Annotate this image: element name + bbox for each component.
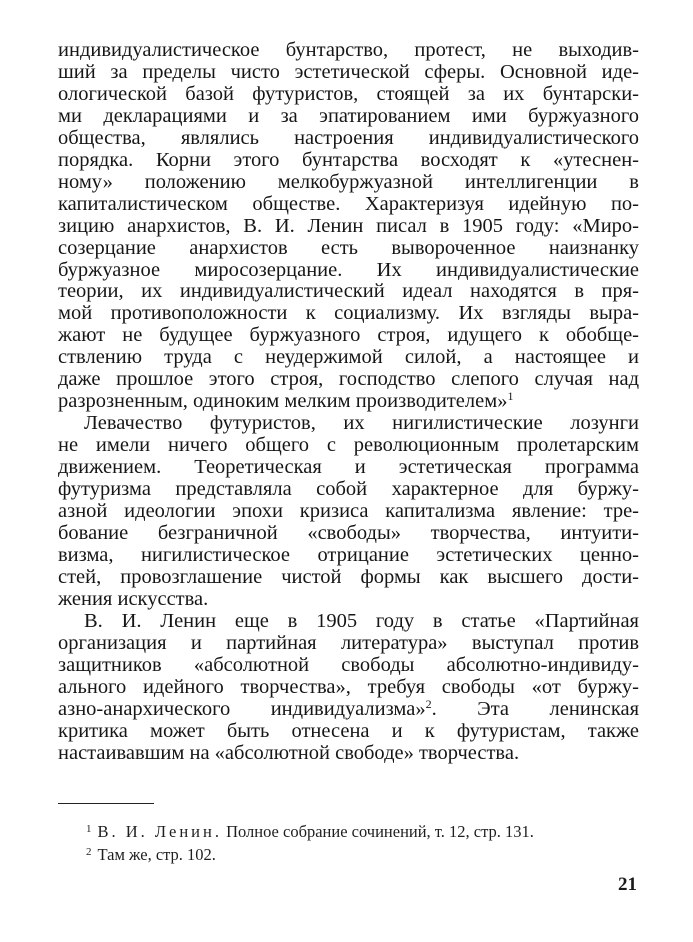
text-line: критика может быть отнесена и к футуристам, также [58, 719, 639, 742]
text-line-content: азно-анархического индивидуализма» [58, 697, 426, 720]
paragraph-1 [58, 40, 639, 413]
text-line: футуризма представляла собой характерное для буржу- [58, 478, 639, 501]
text-line: ми декларациями и за эпатированием ими буржуазного [58, 104, 639, 127]
text-line: стей, провозглашение чистой формы как высшего дости- [58, 565, 639, 588]
text-line: капиталистическом обществе. Характеризуя идейную по- [58, 192, 639, 215]
body-text [58, 40, 639, 764]
footnotes [86, 819, 534, 865]
text-line: зицию анархистов, В. И. Ленин писал в 1905 году: «Миро- [58, 214, 639, 237]
text-line [58, 696, 640, 721]
text-line: не имели ничего общего с революционным пролетарским [58, 434, 639, 457]
text-line: ший за пределы чисто эстетической сферы. Основной иде- [58, 60, 639, 83]
text-line-content: . Эта ленинская [431, 697, 640, 720]
footnote-ref-2[interactable]: 2 [425, 696, 432, 711]
text-line: даже прошлое этого строя, господство слепого случая над [58, 368, 639, 391]
footnote-mark: 1 [86, 823, 92, 835]
text-line: настаивавшим на «абсолютной свободе» творчества. [58, 741, 520, 764]
text-line: В. И. Ленин еще в 1905 году в статье «Партийная [84, 609, 639, 632]
text-line: Левачество футуристов, их нигилистические лозунги [84, 412, 639, 435]
footnote-mark: 2 [86, 846, 92, 858]
text-line-content: разрозненным, одиноким мелким производителем» [58, 390, 508, 413]
text-line: ологической базой футуристов, стоящей за их бунтарски- [58, 82, 639, 105]
text-line: индивидуалистическое бунтарство, протест, не выходив- [58, 39, 639, 61]
footnote-divider [58, 803, 154, 804]
footnote-text: Полное собрание сочинений, т. 12, стр. 131. [226, 822, 534, 841]
text-line: бование безграничной «свободы» творчества, интуити- [58, 521, 639, 544]
paragraph-3 [58, 611, 639, 765]
text-line: ального идейного творчества», требуя свободы «от буржу- [58, 675, 639, 698]
text-line: ному» положению мелкобуржуазной интеллигенции в [58, 170, 639, 193]
text-line: организация и партийная литература» выступал против [58, 631, 639, 654]
text-line: теории, их индивидуалистический идеал находятся в пря- [58, 280, 639, 303]
text-line: визма, нигилистическое отрицание эстетических ценно- [58, 543, 639, 566]
text-line: созерцание анархистов есть вывороченное наизнанку [58, 236, 639, 259]
text-line: движением. Теоретическая и эстетическая программа [58, 456, 639, 479]
footnote-2 [86, 842, 534, 865]
text-line: жают не будущее буржуазного строя, идущего к обобще- [58, 324, 639, 347]
text-line: общества, являлись настроения индивидуалистического [58, 126, 639, 149]
footnote-1 [86, 819, 534, 842]
text-line [58, 391, 639, 413]
text-line: мой противоположности к социализму. Их взгляды выра- [58, 302, 639, 325]
footnote-author: В. И. Ленин. [97, 822, 222, 841]
paragraph-2 [58, 413, 639, 611]
text-line: жения искусства. [58, 587, 209, 610]
text-line: порядка. Корни этого бунтарства восходят к «утеснен- [58, 148, 639, 171]
footnote-text: Там же, стр. 102. [97, 845, 216, 864]
text-line: азной идеологии эпохи кризиса капитализма явление: тре- [58, 500, 639, 523]
text-line: буржуазное миросозерцание. Их индивидуалистические [58, 258, 639, 281]
page-number: 21 [618, 874, 637, 895]
footnote-ref-1[interactable]: 1 [507, 389, 514, 404]
text-line: ствлению труда с неудержимой силой, а настоящее и [58, 346, 639, 369]
text-line: защитников «абсолютной свободы абсолютно-индивиду- [58, 653, 639, 676]
